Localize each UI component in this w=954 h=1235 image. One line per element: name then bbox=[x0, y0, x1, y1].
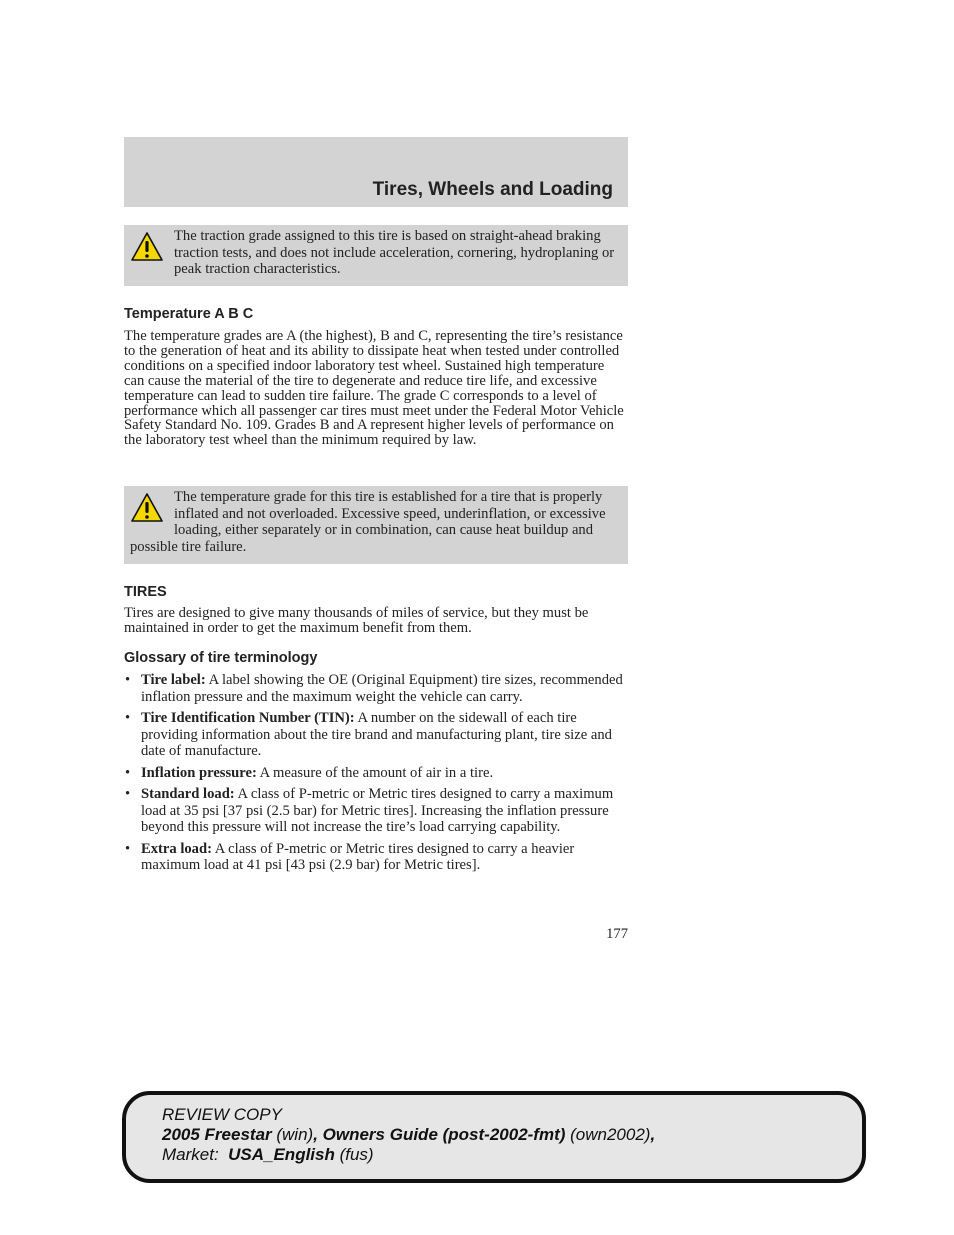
glossary-definition: A label showing the OE (Original Equipment) tire sizes, recommended inflation pressure and the maximum weight the vehicle can carry. bbox=[141, 672, 623, 705]
bullet-icon: • bbox=[125, 710, 131, 726]
warning-box-temperature bbox=[124, 486, 628, 564]
model-name: 2005 Freestar bbox=[162, 1125, 272, 1144]
review-copy-box bbox=[122, 1091, 866, 1183]
temperature-section bbox=[124, 306, 628, 448]
list-item bbox=[124, 672, 628, 705]
warning-text-traction: The traction grade assigned to this tire is based on straight-ahead braking traction tests, and does not include acceleration, cornering, hydroplaning or peak traction characteristics. bbox=[174, 228, 615, 277]
guide-code: (own2002) bbox=[565, 1125, 651, 1144]
model-code: (win) bbox=[271, 1125, 314, 1144]
bullet-icon: • bbox=[125, 672, 131, 688]
section-header-band bbox=[124, 137, 628, 207]
list-item bbox=[124, 710, 628, 760]
glossary-definition: A class of P-metric or Metric tires designed to carry a maximum load at 35 psi [37 psi (2.5 bar) for Metric tires]. Increasing the inflation pressure beyond this pressure will not increase the tire’s load carrying capability. bbox=[141, 786, 614, 835]
guide-name: , Owners Guide (post-2002-fmt) bbox=[313, 1125, 566, 1144]
market-label: Market: bbox=[162, 1145, 229, 1164]
glossary-term: Tire Identification Number (TIN): bbox=[141, 710, 355, 726]
bullet-icon: • bbox=[125, 840, 131, 857]
glossary-heading: Glossary of tire terminology bbox=[124, 650, 318, 666]
temperature-body: The temperature grades are A (the highest), B and C, representing the tire’s resistance to the generation of heat and its ability to dissipate heat when tested under controlled conditions on a specified indoor laboratory test wheel. Sustained high temperature can cause the material of the tire to degenerate and reduce tire life, and excessive temperature can lead to sudden tire failure. The grade C corresponds to a level of performance which all passenger car tires must meet under the Federal Motor Vehicle Safety Standard No. 109. Grades B and A represent higher levels of performance on the laboratory test wheel than the minimum required by law. bbox=[124, 328, 624, 449]
bullet-icon: • bbox=[125, 786, 131, 802]
glossary-list bbox=[124, 672, 628, 874]
glossary-definition: A number on the sidewall of each tire providing information about the tire brand and manufacturing plant, tire size and date of manufacture. bbox=[141, 710, 612, 759]
separator: , bbox=[650, 1125, 656, 1144]
market-code: (fus) bbox=[334, 1145, 374, 1164]
glossary-term: Tire label: bbox=[141, 672, 206, 688]
section-title: Tires, Wheels and Loading bbox=[372, 179, 613, 200]
review-copy-label: REVIEW COPY bbox=[162, 1105, 282, 1124]
warning-triangle-icon bbox=[130, 231, 164, 263]
review-copy-text bbox=[162, 1105, 655, 1165]
glossary-definition: A measure of the amount of air in a tire. bbox=[256, 764, 494, 781]
warning-text-temperature: The temperature grade for this tire is established for a tire that is properly inflated and not overloaded. Excessive speed, underinflation, or excessive loading, either separately or in combination, can cause heat buildup and possible tire failure. bbox=[130, 489, 606, 555]
glossary-section bbox=[124, 650, 628, 879]
glossary-definition: A class of P-metric or Metric tires designed to carry a heavier maximum load at 41 psi [43 psi (2.9 bar) for Metric tires]. bbox=[141, 840, 575, 873]
tires-body: Tires are designed to give many thousands of miles of service, but they must be maintained in order to get the maximum benefit from them. bbox=[124, 605, 589, 636]
tires-heading: TIRES bbox=[124, 584, 167, 600]
review-copy-guide-line bbox=[162, 1125, 655, 1145]
glossary-term: Inflation pressure: bbox=[141, 764, 257, 781]
temperature-heading: Temperature A B C bbox=[124, 306, 254, 322]
tires-section bbox=[124, 584, 628, 636]
warning-box-traction bbox=[124, 225, 628, 286]
warning-triangle-icon bbox=[130, 492, 164, 524]
page-number: 177 bbox=[606, 926, 628, 942]
glossary-term: Standard load: bbox=[141, 786, 235, 802]
review-copy-market-line bbox=[162, 1145, 655, 1165]
market-name: USA_English bbox=[228, 1145, 335, 1164]
list-item bbox=[124, 765, 628, 782]
bullet-icon: • bbox=[125, 764, 131, 781]
list-item bbox=[124, 841, 628, 874]
glossary-term: Extra load: bbox=[141, 840, 212, 857]
list-item bbox=[124, 786, 628, 836]
